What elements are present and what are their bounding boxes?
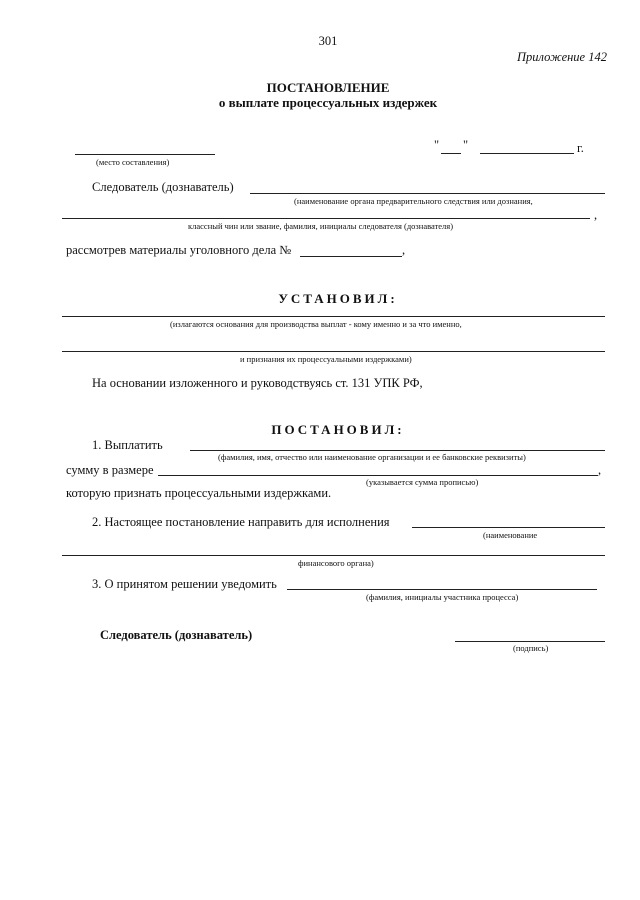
amount-caption: (указывается сумма прописью) [366, 477, 479, 487]
place-field[interactable] [75, 154, 215, 155]
participant-caption: (фамилия, инициалы участника процесса) [366, 592, 519, 602]
grounds-caption: (излагаются основания для производства выплат - кому именно и за что именно, [170, 319, 462, 329]
month-year-field[interactable] [480, 153, 574, 154]
grounds-field[interactable] [62, 316, 605, 317]
date-close-quote: " [463, 138, 469, 152]
item2-label: 2. Настоящее постановление направить для исполнения [92, 515, 390, 529]
finance-organ-field[interactable] [62, 555, 605, 556]
place-caption: (место составления) [96, 157, 170, 167]
execution-organ-field[interactable] [412, 527, 605, 528]
year-suffix: г. [577, 141, 584, 155]
amount-field[interactable] [158, 475, 598, 476]
signature-label: Следователь (дознаватель) [100, 628, 253, 642]
recognition-field[interactable] [62, 351, 605, 352]
case-number-field[interactable] [300, 256, 402, 257]
case-text: рассмотрев материалы уголовного дела № [66, 243, 292, 257]
basis-text: На основании изложенного и руководствуясь ст. 131 УПК РФ, [92, 376, 423, 390]
appendix-label: Приложение 142 [517, 50, 607, 64]
resolved-heading: ПОСТАНОВИЛ: [271, 422, 405, 437]
recognize-text: которую признать процессуальными издержками. [66, 486, 332, 500]
payee-field[interactable] [190, 450, 605, 451]
rank-name-field[interactable] [62, 218, 590, 219]
signature-field[interactable] [455, 641, 605, 642]
page-number: 301 [318, 34, 338, 48]
recognition-caption: и признания их процессуальными издержками) [240, 354, 412, 364]
finance-caption: финансового органа) [298, 558, 374, 568]
participant-field[interactable] [287, 589, 597, 590]
document-title: ПОСТАНОВЛЕНИЕ [266, 80, 390, 95]
signature-caption: (подпись) [513, 643, 549, 653]
naming-caption: (наименование [483, 530, 538, 540]
item1-label: 1. Выплатить [92, 438, 163, 452]
rank-caption: классный чин или звание, фамилия, инициалы следователя (дознавателя) [188, 221, 454, 231]
date-open-quote: " [434, 138, 440, 152]
item3-label: 3. О принятом решении уведомить [92, 577, 277, 591]
payee-caption: (фамилия, имя, отчество или наименование организации и ее банковские реквизиты) [218, 452, 526, 462]
amount-comma: , [598, 463, 602, 477]
case-comma: , [402, 243, 406, 257]
established-heading: УСТАНОВИЛ: [278, 291, 398, 306]
rank-comma: , [594, 208, 598, 222]
investigator-label: Следователь (дознаватель) [92, 180, 234, 194]
organ-field[interactable] [250, 193, 605, 194]
amount-label: сумму в размере [66, 463, 154, 477]
day-field[interactable] [441, 153, 461, 154]
document-subtitle: о выплате процессуальных издержек [218, 95, 438, 110]
organ-caption: (наименование органа предварительного следствия или дознания, [294, 196, 533, 206]
